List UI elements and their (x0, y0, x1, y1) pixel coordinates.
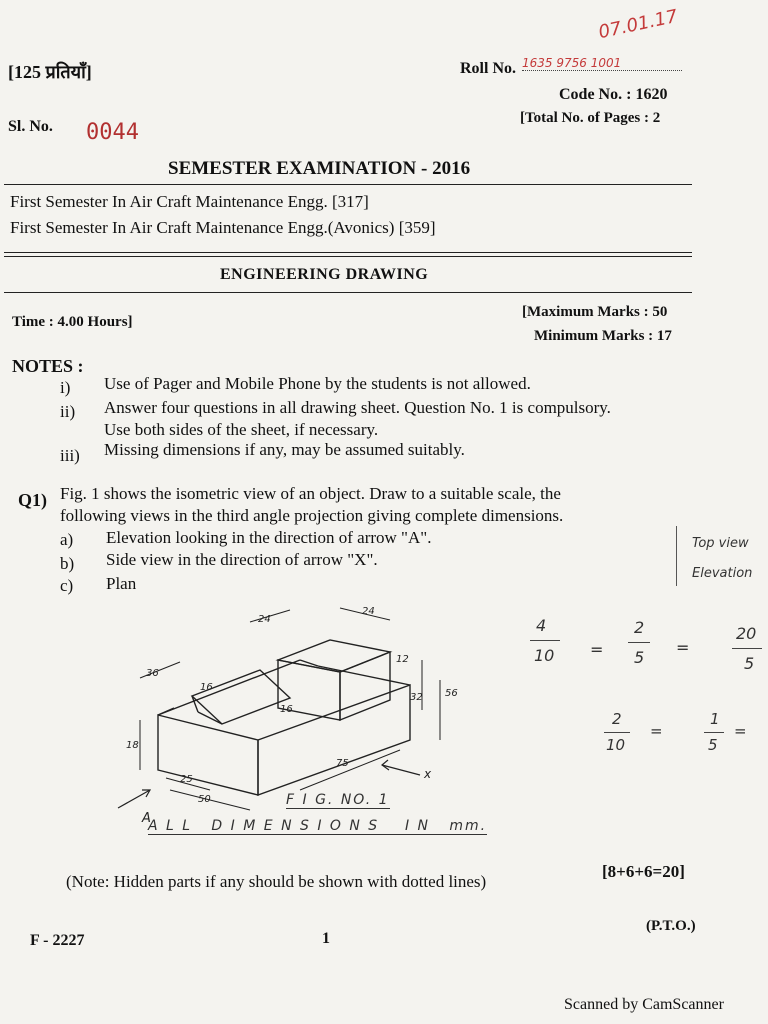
paper-code: F - 2227 (30, 932, 85, 949)
hand-fraction-num: 4 (536, 616, 547, 635)
part-text: Plan (106, 574, 137, 593)
fraction-bar (628, 642, 650, 643)
question-line-1: Fig. 1 shows the isometric view of an object. Draw to a suitable scale, the (60, 484, 561, 503)
hand-fraction-num: 1 (710, 710, 720, 728)
exam-title: SEMESTER EXAMINATION - 2016 (168, 158, 471, 179)
hidden-parts-note: (Note: Hidden parts if any should be shown with dotted lines) (66, 872, 487, 891)
dim-label: 25 (180, 774, 193, 785)
hand-fraction-num: 2 (612, 710, 622, 728)
min-marks: Minimum Marks : 17 (534, 328, 672, 344)
dim-label: 56 (445, 688, 458, 699)
margin-line (676, 526, 677, 586)
copies-count: [125 प्रतियाँ] (8, 62, 92, 82)
note-text: Use both sides of the sheet, if necessary. (104, 420, 379, 439)
hand-fraction-den: 5 (744, 654, 755, 673)
fraction-bar (704, 732, 724, 733)
sl-label: Sl. No. (8, 118, 53, 135)
hand-equals: = (734, 722, 747, 740)
total-pages: [Total No. of Pages : 2 (520, 110, 661, 126)
step-right-face (340, 652, 390, 720)
note-text: Missing dimensions if any, may be assumed suitably. (104, 440, 465, 459)
max-marks: [Maximum Marks : 50 (522, 304, 668, 320)
hand-equals: = (676, 638, 690, 657)
divider (4, 256, 692, 257)
note-number: i) (60, 378, 71, 397)
base-front-face (158, 715, 258, 795)
fraction-bar (530, 640, 560, 641)
part-number: b) (60, 554, 75, 573)
dim-label: 18 (126, 740, 139, 751)
page-number: 1 (322, 930, 330, 947)
hand-fraction-den: 5 (708, 736, 718, 754)
note-text: Use of Pager and Mobile Phone by the students is not allowed. (104, 374, 531, 393)
marks-allocation: [8+6+6=20] (602, 862, 685, 881)
dimensions-note: A L L D I M E N S I O N S I N mm. (148, 818, 488, 834)
hand-fraction-den: 5 (634, 648, 645, 667)
part-number: a) (60, 530, 74, 549)
hand-fraction-num: 2 (634, 618, 645, 637)
exam-time: Time : 4.00 Hours] (12, 314, 133, 330)
course-line-2: First Semester In Air Craft Maintenance Engg.(Avonics) [359] (10, 218, 436, 237)
question-line-2: following views in the third angle projection giving complete dimensions. (60, 506, 564, 525)
pto-label: (P.T.O.) (646, 918, 696, 934)
note-text: Answer four questions in all drawing sheet. Question No. 1 is compulsory. (104, 398, 611, 417)
handwritten-top-view: Top view (692, 536, 749, 551)
note-number: ii) (60, 402, 76, 421)
dim-label: 12 (396, 654, 409, 665)
part-text: Side view in the direction of arrow "X". (106, 550, 378, 569)
arrow-a-label: A (142, 811, 151, 826)
divider (4, 184, 692, 185)
hand-fraction-den: 10 (534, 646, 555, 665)
divider (4, 252, 692, 253)
sl-number: 0044 (86, 120, 139, 145)
notes-heading: NOTES : (12, 356, 84, 376)
check-mark: 07.01.17 (596, 5, 680, 44)
subject-title: ENGINEERING DRAWING (220, 266, 429, 283)
hand-equals: = (650, 722, 663, 740)
arrow-x-label: x (424, 767, 432, 781)
hand-fraction-den: 10 (606, 736, 626, 754)
dim-label: 16 (200, 682, 213, 693)
note-number: iii) (60, 446, 80, 465)
course-line-1: First Semester In Air Craft Maintenance Engg. [317] (10, 192, 369, 211)
dim-label: 32 (410, 692, 423, 703)
part-text: Elevation looking in the direction of arrow "A". (106, 528, 432, 547)
divider (4, 292, 692, 293)
isometric-figure (100, 600, 520, 850)
dim-label: 36 (146, 668, 159, 679)
hand-equals: = (590, 640, 604, 659)
scanner-watermark: Scanned by CamScanner (564, 996, 724, 1013)
figure-caption: F I G. NO. 1 (286, 792, 390, 808)
code-number: Code No. : 1620 (559, 86, 668, 103)
dim-label: 75 (336, 758, 349, 769)
dim-label: 50 (198, 794, 211, 805)
handwritten-elevation: Elevation (692, 566, 753, 581)
step-top-face (278, 640, 390, 672)
fraction-bar (732, 648, 762, 649)
part-number: c) (60, 576, 74, 595)
dim-label: 24 (362, 606, 375, 617)
dim-label: 16 (280, 704, 293, 715)
roll-number: 1635 9756 1001 (522, 56, 682, 71)
hand-fraction-num: 20 (736, 624, 757, 643)
dim-label: 24 (258, 614, 271, 625)
fraction-bar (604, 732, 630, 733)
roll-label: Roll No. (460, 60, 516, 77)
question-number: Q1) (18, 490, 47, 510)
